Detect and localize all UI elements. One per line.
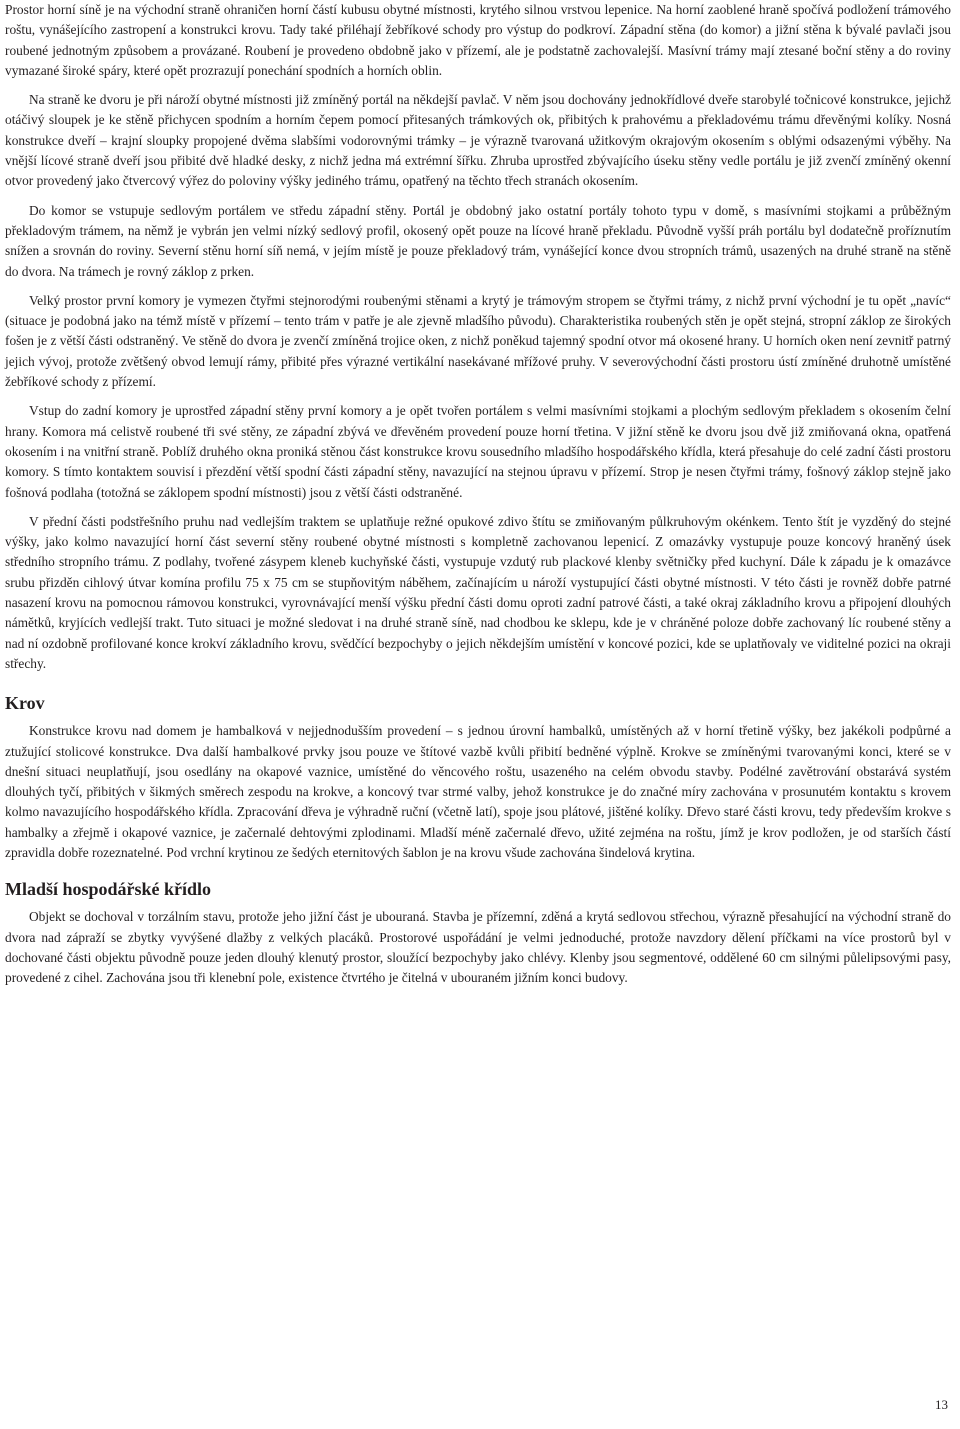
section-heading-mladsi-kridlo: Mladší hospodářské křídlo [5,879,212,900]
paragraph-portal-pavlac: Na straně ke dvoru je při nároží obytné místnosti již zmíněný portál na někdejší pavlač. V něm jsou dochovány jednokřídlové dveře starobylé točnicové konstrukce, jejichž otáčivý sloupek je ke stěně přichycen spodním a horním čepem pomocí přitesaných trámkových ok, přibitých k prahovému a překladovému trámu dřevěnými kolíky. Nosná konstrukce dveří – krajní sloupky propojené dvěma slabšími vodorovnými trámky – je výrazně tvarovaná užitkovým okrajovým okosením s oblými odsazenými výběhy. Na vnější lícové straně dveří jsou přibité dvě hladké desky, z nichž jedna má extrémní šířku. Zhruba uprostřed zbývajícího úseku stěny vedle portálu je již zvenčí zmíněný okenní otvor provedený jako čtvercový výřez do poloviny výšky jediného trámu, opatřený na těchto třech stranách okosením. [5,92,951,189]
page-number: 13 [935,1397,948,1412]
paragraph-mladsi-kridlo: Objekt se dochoval v torzálním stavu, protože jeho jižní část je ubouraná. Stavba je přízemní, zděná a krytá sedlovou střechou, výrazně přesahující na východní straně do dvora nad zápraží se zbytky vyvýšené dlažby z velkých placáků. Prostorové uspořádání je velmi jednoduché, protože navzdory dělení příčkami na více prostorů byl v dochované části objektu původně pouze jeden dlouhý klenutý prostor, sloužící bezpochyby jako chlévy. Klenby jsou segmentové, oddělené 60 cm silnými půlelipsovými pasy, provedené z cihel. Zachována jsou tři klenební pole, existence čtvrtého je čitelná v ubouraném jižním konci budovy. [5,909,951,986]
paragraph-zadni-komora: Vstup do zadní komory je uprostřed západní stěny první komory a je opět tvořen portálem s velmi masívními stojkami a plochým sedlovým překladem s okosením čelní hrany. Komora má celistvě roubené tři své stěny, ze západní zbývá ve dřevěném provedení pouze horní třetina. V jižní stěně ke dvoru jsou dvě již zmiňovaná okna, opatřená okosením i na vnitřní straně. Poblíž druhého okna proniká stěnou část konstrukce krovu sousedního mladšího hospodářského křídla, která přesahuje do celé zadní části prostoru komory. S tímto kontaktem souvisí i přezdění větší spodní části západní stěny, navazující na stejnou úpravu v přízemí. Strop je nesen čtyřmi trámy, fošnový záklop stejně jako fošnová podlaha (totožná se záklopem spodní místnosti) jsou z větší části odstraněné. [5,403,951,500]
paragraph-komory-vstup: Do komor se vstupuje sedlovým portálem ve středu západní stěny. Portál je obdobný jako ostatní portály tohoto typu v domě, s masívními stojkami a průběžným překladovým trámem, na němž je vybrán jen velmi nízký sedlový profil, okosený opět pouze na lícové hraně překladu. Původně vyšší práh portálu byl dodatečně proříznutím snížen a srovnán do roviny. Severní stěnu horní síň nemá, v jejím místě je pouze překladový trám, vynášející konce dvou stropních trámů, usazených na druhé straně na stěně do dvora. Na trámech je rovný záklop z prken. [5,202,951,279]
paragraph-horni-sin: Prostor horní síně je na východní straně ohraničen horní částí kubusu obytné místnosti, krytého silnou vrstvou lepenice. Na horní zaoblené hraně spočívá podložení trámového roštu, vynášejícího zastropení a konstrukci krovu. Tady také přiléhají žebříkové schody pro výstup do podkroví. Západní stěna (do komor) a jižní stěna k bývalé pavlači jsou roubené jednotným způsobem a provázané. Roubení je provedeno obdobně jako v přízemí, ale je podstatně zachovalejší. Masívní trámy mají ztesané boční stěny a do roviny vymazané široké spáry, které opět prozrazují ponechání spodních a horních oblin. [5,2,951,78]
page-content [5,0,951,988]
section-heading-krov: Krov [5,693,45,714]
paragraph-prvni-komora: Velký prostor první komory je vymezen čtyřmi stejnorodými roubenými stěnami a krytý je trámovým stropem se čtyřmi trámy, z nichž první východní je tu opět „navíc“ (situace je podobná jako na témž místě v přízemí – tento trám v patře je ale zjevně mladšího původu). Charakteristika roubených stěn je opět stejná, stropní záklop ze širokých fošen je z větší části odstraněný. Ve stěně do dvora je zvenčí zmíněná trojice oken, z nichž poněkud tajemný spodní otvor má okosené hrany. U horních oken není zevnitř patrný jejich vývoj, protože zvětšený obvod lemují rámy, přibité přes výrazné vertikální nasekávané mřížové pruhy. V severovýchodní části prostoru ústí zmíněné druhotně umístěné žebříkové schody z přízemí. [5,292,951,390]
paragraph-krov: Konstrukce krovu nad domem je hambalková v nejjednodušším provedení – s jednou úrovní hambalků, umístěných až v horní třetině výšky, bez jakékoli podpůrné a ztužující stolicové konstrukce. Dva další hambalkové prvky jsou pouze ve štítové vazbě kvůli přibití bedněné výplně. Krokve se zmíněnými tvarovanými konci, které se v dnešní situaci neuplatňují, jsou osedlány na okapové vaznice, umístěné do věncového roštu, usazeného na celém obvodu stavby. Podélné zavětrování obstarává systém dlouhých tyčí, přibitých v šikmých směrech zespodu na krokve, a koncový tvar strmé valby, jehož konstrukce je do značné míry zachována v prosunutém kontaktu s krovem kolmo navazujícího hospodářského křídla. Zpracování dřeva je výhradně ruční (včetně latí), spoje jsou plátové, jištěné kolíky. Dřevo staré části krovu, tedy především krokve s hambalky a zřejmě i okapové vaznice, je začernalé dehtovými zplodinami. Mladší méně začernalé dřevo, užité zejména na roštu, jímž je krov podložen, je od starších částí zpravidla dobře rozeznatelné. Pod vrchní krytinou ze šedých eternitových šablon je na krovu všude zachována šindelová krytina. [5,723,951,860]
paragraph-podstresni-pruh: V přední části podstřešního pruhu nad vedlejším traktem se uplatňuje režné opukové zdivo štítu se zmiňovaným půlkruhovým okénkem. Tento štít je vyzděný do stejné výšky, jako kolmo navazující horní část severní stěny roubené obytné místnosti s kompletně zachovanou lepenicí. Z omazávky vystupuje pouze koncový hraněný úsek středního stropního trámu. Z podlahy, tvořené zásypem kleneb kuchyňské části, vystupuje vzdutý rub plackové klenby světničky před kuchyní. Dále k západu je k omazávce srubu přizděn cihlový útvar komína profilu 75 x 75 cm se stupňovitým náběhem, začínajícím u nároží vystupující části obytné místnosti. V této části je rovněž dobře patrné nasazení krovu na pomocnou rámovou konstrukci, vyrovnávající menší výšku přední části domu oproti zadní patrové části, a také okraj základního krovu a připojení dlouhých námětků, kryjících vedlejší trakt. Tuto situaci je možné sledovat i na druhé straně síně, nad chodbou ke sklepu, kde je v chráněné poloze dobře zachovaný líc roubené stěny a nad ní ozdobně profilované konce krokví základního krovu, svědčící bezpochyby o jejich někdejším umístění v koncové pozici, kde se uplatňovaly ve viditelné pozici na okraji střechy. [5,513,951,671]
